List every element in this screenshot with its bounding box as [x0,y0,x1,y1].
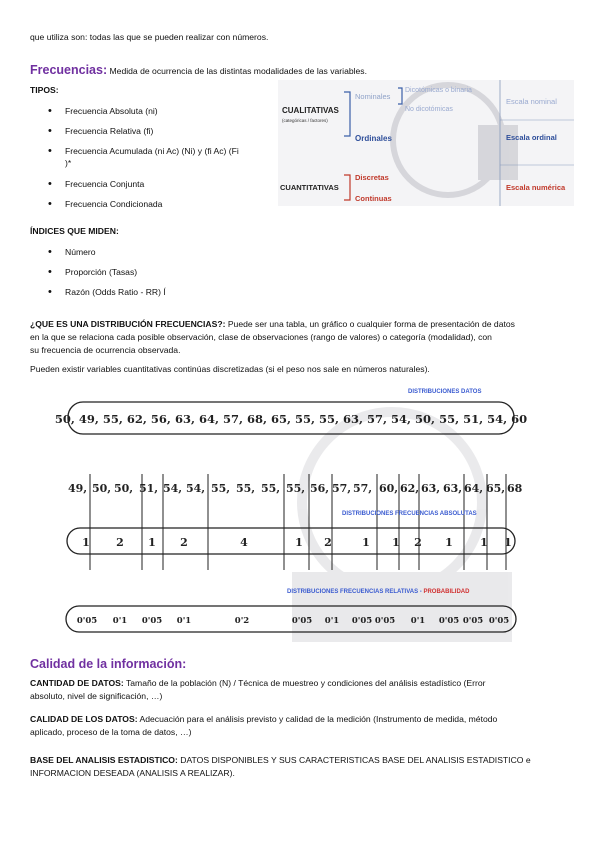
relativa-value: 0'05 [462,616,484,626]
sorted-value: 54, [163,482,183,495]
intro-line: que utiliza son: todas las que se pueden realizar con números. [30,32,269,42]
list-item-continuation: )* [65,158,72,168]
sorted-value: 56, [310,482,330,495]
relativa-value: 0'1 [410,616,426,626]
sorted-value: 55, [211,482,231,495]
label-probabilidad: PROBABILIDAD [423,589,470,595]
absoluta-value: 2 [414,536,422,549]
absoluta-value: 2 [180,536,188,549]
datos-values: 50, 49, 55, 62, 56, 63, 64, 57, 68, 65, 55, 55, 63, 57, 54, 50, 55, 51, 54, 60 [54,412,528,426]
absoluta-value: 1 [82,536,90,549]
list-item [30,145,275,178]
list-item: • Frecuencia Condicionada [30,198,275,218]
label-relativas: DISTRIBUCIONES FRECUENCIAS RELATIVAS - [287,589,424,595]
cuantitativas-label: CUANTITATIVAS [280,183,339,192]
base-label: BASE DEL ANALISIS ESTADISTICO: [30,755,178,765]
sorted-value: 62, [400,482,420,495]
base-paragraph [30,754,575,780]
cantidad-label: CANTIDAD DE DATOS: [30,678,124,688]
sorted-value: 49, [68,482,88,495]
list-item: • Frecuencia Conjunta [30,178,275,198]
relativa-value: 0'1 [176,616,192,626]
frecuencias-row [30,63,367,77]
calidad-title: Calidad de la información: [30,657,187,671]
calidad-text: Adecuación para el análisis previsto y calidad de la medición (Instrumento de medida, método [137,714,498,724]
sorted-value: 68 [507,482,523,495]
indices-label: ÍNDICES QUE MIDEN: [30,226,119,236]
sorted-value: 55, [236,482,256,495]
absoluta-value: 1 [504,536,512,549]
sorted-value: 65, [486,482,506,495]
sorted-value: 50, [92,482,112,495]
relativa-value: 0'05 [141,616,163,626]
relativa-value: 0'05 [488,616,510,626]
absoluta-value: 1 [445,536,453,549]
ordinales-label: Ordinales [355,134,392,143]
distribucion-lead: ¿QUE ES UNA DISTRIBUCIÓN FRECUENCIAS?: [30,319,226,329]
escala-numerica-label: Escala numérica [506,183,566,192]
no-dicotomicas-label: No dicotómicas [405,106,453,113]
relativa-value: 0'05 [438,616,460,626]
distribucion-note: Pueden existir variables cuantitativas continúas discretizadas (si el peso nos sale en números naturales). [30,364,430,374]
calidad-line-2: aplicado, proceso de la toma de datos, …) [30,727,192,737]
list-item: • Proporción (Tasas) [30,266,275,286]
relativa-value: 0'1 [324,616,340,626]
sorted-value: 55, [286,482,306,495]
absoluta-value: 2 [324,536,332,549]
absoluta-value: 1 [295,536,303,549]
relativa-value: 0'05 [374,616,396,626]
base-line-2: INFORMACION DESEADA (ANALISIS A REALIZAR). [30,768,235,778]
distribucion-line-1 [30,318,575,331]
cualitativas-sub: (categóricas / factores) [282,118,328,123]
variable-types-diagram [278,80,574,206]
distribucion-paragraph [30,318,575,357]
tipos-label: TIPOS: [30,85,59,95]
relativa-value: 0'2 [234,616,250,626]
cantidad-line-1 [30,677,575,690]
cantidad-line-2: absoluto, nivel de significación, …) [30,691,163,701]
calidad-paragraph [30,713,575,739]
list-item: • Frecuencia Absoluta (ni) [30,105,275,125]
list-item: • Frecuencia Relativa (fi) [30,125,275,145]
discretas-label: Discretas [355,173,389,182]
absoluta-value: 1 [148,536,156,549]
distribution-figure [54,382,528,650]
cantidad-text: Tamaño de la población (N) / Técnica de muestreo y condiciones del análisis estadístico (Error [123,678,486,688]
label-frecuencias-absolutas: DISTRIBUCIONES FRECUENCIAS ABSOLUTAS [342,511,477,517]
relativas-values [77,616,509,626]
escala-ordinal-label: Escala ordinal [506,133,557,142]
sorted-value: 55, [261,482,281,495]
base-text: DATOS DISPONIBLES Y SUS CARACTERISTICAS BASE DEL ANALISIS ESTADISTICO e [177,755,531,765]
absoluta-value: 1 [362,536,370,549]
sorted-value: 57, [353,482,373,495]
sorted-value: 50, [114,482,134,495]
continuas-label: Continuas [355,194,392,203]
absoluta-value: 4 [240,536,248,549]
distribucion-line-2: en la que se relaciona cada posible observación, clase de observaciones (rango de valores) o categoría (modalidad), con [30,332,492,342]
distribucion-line-3: su frecuencia de ocurrencia observada. [30,345,181,355]
sorted-value: 57, [332,482,352,495]
calidad-label: CALIDAD DE LOS DATOS: [30,714,138,724]
relativa-value: 0'1 [112,616,128,626]
relativa-value: 0'05 [351,616,373,626]
cantidad-paragraph [30,677,575,703]
sorted-value: 63, [421,482,441,495]
absoluta-value: 1 [392,536,400,549]
sorted-value: 63, [443,482,463,495]
relativa-value: 0'05 [291,616,313,626]
list-item: • Número [30,246,275,266]
calidad-line-1 [30,713,575,726]
label-frecuencias-relativas [287,589,470,595]
escala-nominal-label: Escala nominal [506,97,557,106]
absoluta-value: 1 [480,536,488,549]
dicotomicas-label: Dicotómicas o binaria [405,87,472,94]
tipos-list [30,105,275,218]
absoluta-value: 2 [116,536,124,549]
cualitativas-label: CUALITATIVAS [282,106,339,115]
list-item-text: Frecuencia Acumulada (ni Ac) (Ni) y (fi Ac) (Fi [65,146,239,156]
distribucion-text-1: Puede ser una tabla, un gráfico o cualquier forma de presentación de datos [225,319,515,329]
nominales-label: Nominales [355,92,391,101]
base-line-1 [30,754,575,767]
frecuencias-title: Frecuencias: [30,63,108,77]
list-item: • Razón (Odds Ratio - RR) Í [30,286,275,306]
sorted-value: 54, [186,482,206,495]
sorted-value: 51, [139,482,159,495]
frecuencias-definition: Medida de ocurrencia de las distintas modalidades de las variables. [109,66,367,76]
sorted-value: 60, [379,482,399,495]
indices-list [30,246,275,306]
label-distribuciones-datos: DISTRIBUCIONES DATOS [408,389,482,395]
sorted-value: 64, [464,482,484,495]
relativa-value: 0'05 [76,616,98,626]
